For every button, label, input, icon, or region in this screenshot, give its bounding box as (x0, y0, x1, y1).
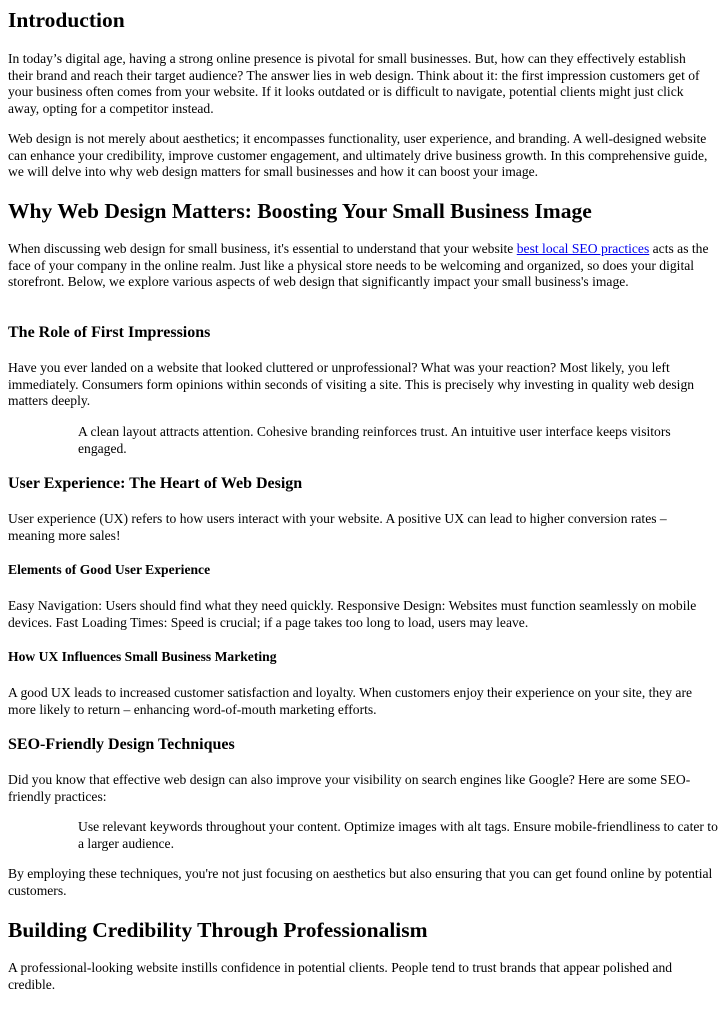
why-web-design-heading: Why Web Design Matters: Boosting Your Small Business Image (8, 199, 592, 223)
seo-practices-link[interactable]: best local SEO practices (516, 241, 650, 256)
why-text-after: acts as the face of your company in the online realm. Just like a physical store needs to be welcoming and organized, so does your digital storefront. Below, we explore various aspects of web design that significantly impact your small business's image. (8, 241, 709, 290)
credibility-paragraph: A professional-looking website instills confidence in potential clients. People tend to trust brands that appear polished and credible. (8, 960, 673, 992)
ux-paragraph: User experience (UX) refers to how users interact with your website. A positive UX can lead to higher conversion rates – meaning more sales! (8, 511, 667, 543)
first-impressions-blockquote: A clean layout attracts attention. Cohesive branding reinforces trust. An intuitive user interface keeps visitors engaged. (78, 424, 671, 456)
seo-heading: SEO-Friendly Design Techniques (8, 736, 235, 753)
ux-marketing-heading: How UX Influences Small Business Marketing (8, 649, 277, 664)
why-paragraph (8, 241, 714, 291)
first-impressions-heading: The Role of First Impressions (8, 324, 211, 341)
credibility-heading: Building Credibility Through Professionalism (8, 918, 428, 942)
seo-paragraph-2: By employing these techniques, you're not just focusing on aesthetics but also ensuring that you can get found online by potential customers. (8, 866, 713, 898)
seo-blockquote: Use relevant keywords throughout your content. Optimize images with alt tags. Ensure mobile-friendliness to cater to a larger audience. (78, 819, 718, 851)
ux-heading: User Experience: The Heart of Web Design (8, 475, 303, 492)
why-text-before: When discussing web design for small business, it's essential to understand that your website (8, 241, 517, 256)
seo-paragraph-1: Did you know that effective web design can also improve your visibility on search engines like Google? Here are some SEO-friendly practices: (8, 772, 691, 804)
intro-heading: Introduction (8, 8, 125, 32)
ux-marketing-paragraph: A good UX leads to increased customer satisfaction and loyalty. When customers enjoy their experience on your site, they are more likely to return – enhancing word-of-mouth marketing efforts. (8, 685, 693, 717)
ux-elements-heading: Elements of Good User Experience (8, 562, 211, 577)
intro-paragraph-2: Web design is not merely about aesthetics; it encompasses functionality, user experience, and branding. A well-designed website can enhance your credibility, improve customer engagement, and ultimately drive business growth. In this comprehensive guide, we will delve into why web design matters for small businesses and how it can boost your image. (8, 131, 708, 180)
intro-paragraph-1: In today’s digital age, having a strong online presence is pivotal for small businesses. But, how can they effectively establish their brand and reach their target audience? The answer lies in web design. Think about it: the first impression customers get of your business often comes from your website. If it looks outdated or is difficult to navigate, potential clients might just click away, opting for a competitor instead. (8, 51, 700, 116)
ux-elements-paragraph: Easy Navigation: Users should find what they need quickly. Responsive Design: Websites must function seamlessly on mobile devices. Fast Loading Times: Speed is crucial; if a page takes too long to load, users may leave. (8, 598, 697, 630)
first-impressions-paragraph: Have you ever landed on a website that looked cluttered or unprofessional? What was your reaction? Most likely, you left immediately. Consumers form opinions within seconds of visiting a site. This is precisely why investing in quality web design matters deeply. (8, 360, 695, 409)
